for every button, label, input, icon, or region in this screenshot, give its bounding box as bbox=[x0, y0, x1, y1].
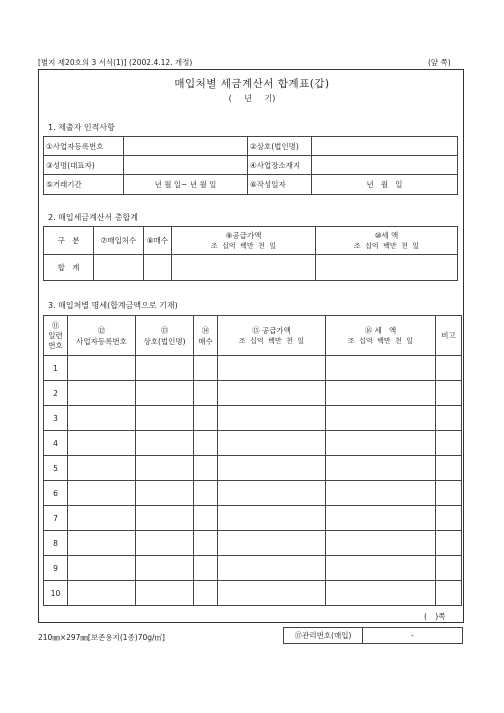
count-cell[interactable] bbox=[194, 406, 218, 431]
count-cell[interactable] bbox=[194, 506, 218, 531]
biz-no-field[interactable] bbox=[124, 137, 248, 156]
serial-cell: 7 bbox=[44, 506, 68, 531]
trade-name-header: ⑬ 상호(법인명) bbox=[136, 316, 194, 356]
supply-header: ⑮ 공급가액 조 십억 백만 천 일 bbox=[218, 316, 326, 356]
biz-no-cell[interactable] bbox=[68, 431, 136, 456]
count-cell[interactable] bbox=[194, 581, 218, 606]
note-cell[interactable] bbox=[436, 556, 462, 581]
biz-no-cell[interactable] bbox=[68, 531, 136, 556]
tax-amount-header: ⑩세 액 조 십억 백만 천 일 bbox=[316, 227, 458, 255]
date-field[interactable]: 년 월 일 bbox=[312, 175, 458, 195]
note-cell[interactable] bbox=[436, 381, 462, 406]
note-header: 비고 bbox=[436, 316, 462, 356]
biz-no-label: ①사업자등록번호 bbox=[44, 137, 124, 156]
note-cell[interactable] bbox=[436, 481, 462, 506]
supply-cell[interactable] bbox=[218, 456, 326, 481]
supply-cell[interactable] bbox=[218, 356, 326, 381]
form-title: 매입처별 세금계산서 합계표(갑) bbox=[174, 78, 330, 90]
note-cell[interactable] bbox=[436, 531, 462, 556]
trade-name-field[interactable] bbox=[312, 137, 458, 156]
vendor-count-header: ⑦매입처수 bbox=[94, 227, 144, 255]
section2-heading: 2. 매입세금계산서 총합계 bbox=[48, 213, 138, 222]
note-cell[interactable] bbox=[436, 506, 462, 531]
serial-cell: 3 bbox=[44, 406, 68, 431]
serial-cell: 10 bbox=[44, 581, 68, 606]
serial-cell: 8 bbox=[44, 531, 68, 556]
page-side-label: (앞 쪽) bbox=[428, 58, 451, 67]
biz-no-cell[interactable] bbox=[68, 581, 136, 606]
tax-header: ⑯ 세 액 조 십억 백만 천 일 bbox=[326, 316, 436, 356]
management-number-label: ⑰관리번호(매입) bbox=[284, 628, 363, 643]
note-cell[interactable] bbox=[436, 431, 462, 456]
total-tax-field[interactable] bbox=[316, 255, 458, 281]
table-row bbox=[44, 356, 462, 381]
page-count-note: ( )쪽 bbox=[424, 612, 446, 621]
period-field[interactable]: 년 월 일~ 년 월 일 bbox=[124, 175, 248, 195]
vendor-detail-table bbox=[43, 315, 462, 606]
management-number-box bbox=[283, 627, 463, 644]
tax-cell[interactable] bbox=[326, 406, 436, 431]
gubun-header: 구 분 bbox=[44, 227, 94, 255]
trade-name-cell[interactable] bbox=[136, 531, 194, 556]
tax-cell[interactable] bbox=[326, 481, 436, 506]
count-cell[interactable] bbox=[194, 356, 218, 381]
biz-no-cell[interactable] bbox=[68, 356, 136, 381]
trade-name-cell[interactable] bbox=[136, 556, 194, 581]
tax-cell[interactable] bbox=[326, 381, 436, 406]
supply-cell[interactable] bbox=[218, 506, 326, 531]
note-cell[interactable] bbox=[436, 406, 462, 431]
date-label: ⑥작성일자 bbox=[248, 175, 312, 195]
table-row bbox=[44, 381, 462, 406]
form-reference: [별지 제20호의 3 서식(1)] (2002.4.12. 개정) bbox=[38, 58, 193, 67]
supply-cell[interactable] bbox=[218, 431, 326, 456]
total-supply-field[interactable] bbox=[172, 255, 316, 281]
trade-name-cell[interactable] bbox=[136, 581, 194, 606]
tax-cell[interactable] bbox=[326, 556, 436, 581]
sheet-count-header: ⑧매수 bbox=[144, 227, 172, 255]
serial-cell: 4 bbox=[44, 431, 68, 456]
trade-name-cell[interactable] bbox=[136, 356, 194, 381]
total-sheet-count-field[interactable] bbox=[144, 255, 172, 281]
note-cell[interactable] bbox=[436, 456, 462, 481]
trade-name-cell[interactable] bbox=[136, 506, 194, 531]
table-row bbox=[44, 431, 462, 456]
period-label: ⑤거래기간 bbox=[44, 175, 124, 195]
trade-name-cell[interactable] bbox=[136, 381, 194, 406]
tax-cell[interactable] bbox=[326, 531, 436, 556]
count-cell[interactable] bbox=[194, 531, 218, 556]
tax-cell[interactable] bbox=[326, 456, 436, 481]
count-cell[interactable] bbox=[194, 481, 218, 506]
supply-amount-header: ⑨공급가액 조 십억 백만 천 일 bbox=[172, 227, 316, 255]
name-field[interactable] bbox=[124, 156, 248, 175]
biz-no-header: ⑫ 사업자등록번호 bbox=[68, 316, 136, 356]
paper-spec: 210㎜×297㎜[보존용지(1종)70g/㎡] bbox=[38, 633, 165, 642]
tax-cell[interactable] bbox=[326, 356, 436, 381]
biz-no-cell[interactable] bbox=[68, 456, 136, 481]
form-subtitle: ( 년 기) bbox=[228, 94, 276, 103]
biz-no-cell[interactable] bbox=[68, 381, 136, 406]
table-row bbox=[44, 531, 462, 556]
table-row bbox=[44, 481, 462, 506]
trade-name-cell[interactable] bbox=[136, 431, 194, 456]
biz-no-cell[interactable] bbox=[68, 406, 136, 431]
supply-cell[interactable] bbox=[218, 406, 326, 431]
total-row-label: 합 계 bbox=[44, 255, 94, 281]
serial-header: ⑪ 일련 번호 bbox=[44, 316, 68, 356]
supply-cell[interactable] bbox=[218, 581, 326, 606]
section3-heading: 3. 매입처별 명세(합계금액으로 기재) bbox=[48, 301, 178, 310]
trade-name-cell[interactable] bbox=[136, 406, 194, 431]
total-vendor-count-field[interactable] bbox=[94, 255, 144, 281]
table-row bbox=[44, 406, 462, 431]
serial-cell: 1 bbox=[44, 356, 68, 381]
note-cell[interactable] bbox=[436, 356, 462, 381]
trade-name-label: ②상호(법인명) bbox=[248, 137, 312, 156]
table-row bbox=[44, 581, 462, 606]
supply-cell[interactable] bbox=[218, 381, 326, 406]
count-cell[interactable] bbox=[194, 556, 218, 581]
serial-cell: 9 bbox=[44, 556, 68, 581]
serial-cell: 6 bbox=[44, 481, 68, 506]
trade-name-cell[interactable] bbox=[136, 481, 194, 506]
address-label: ④사업장소재지 bbox=[248, 156, 312, 175]
tax-cell[interactable] bbox=[326, 506, 436, 531]
totals-table bbox=[43, 226, 458, 281]
management-number-field[interactable]: - bbox=[411, 631, 414, 640]
table-row bbox=[44, 506, 462, 531]
serial-cell: 5 bbox=[44, 456, 68, 481]
count-cell[interactable] bbox=[194, 456, 218, 481]
name-label: ③성명(대표자) bbox=[44, 156, 124, 175]
table-row bbox=[44, 556, 462, 581]
serial-cell: 2 bbox=[44, 381, 68, 406]
biz-no-cell[interactable] bbox=[68, 556, 136, 581]
biz-no-cell[interactable] bbox=[68, 506, 136, 531]
supply-cell[interactable] bbox=[218, 481, 326, 506]
tax-cell[interactable] bbox=[326, 581, 436, 606]
biz-no-cell[interactable] bbox=[68, 481, 136, 506]
count-cell[interactable] bbox=[194, 381, 218, 406]
tax-cell[interactable] bbox=[326, 431, 436, 456]
section1-heading: 1. 제출자 인적사항 bbox=[48, 123, 115, 132]
supply-cell[interactable] bbox=[218, 556, 326, 581]
table-row bbox=[44, 456, 462, 481]
submitter-table bbox=[43, 136, 458, 195]
trade-name-cell[interactable] bbox=[136, 456, 194, 481]
address-field[interactable] bbox=[312, 156, 458, 175]
supply-cell[interactable] bbox=[218, 531, 326, 556]
note-cell[interactable] bbox=[436, 581, 462, 606]
count-header: ⑭ 매수 bbox=[194, 316, 218, 356]
count-cell[interactable] bbox=[194, 431, 218, 456]
